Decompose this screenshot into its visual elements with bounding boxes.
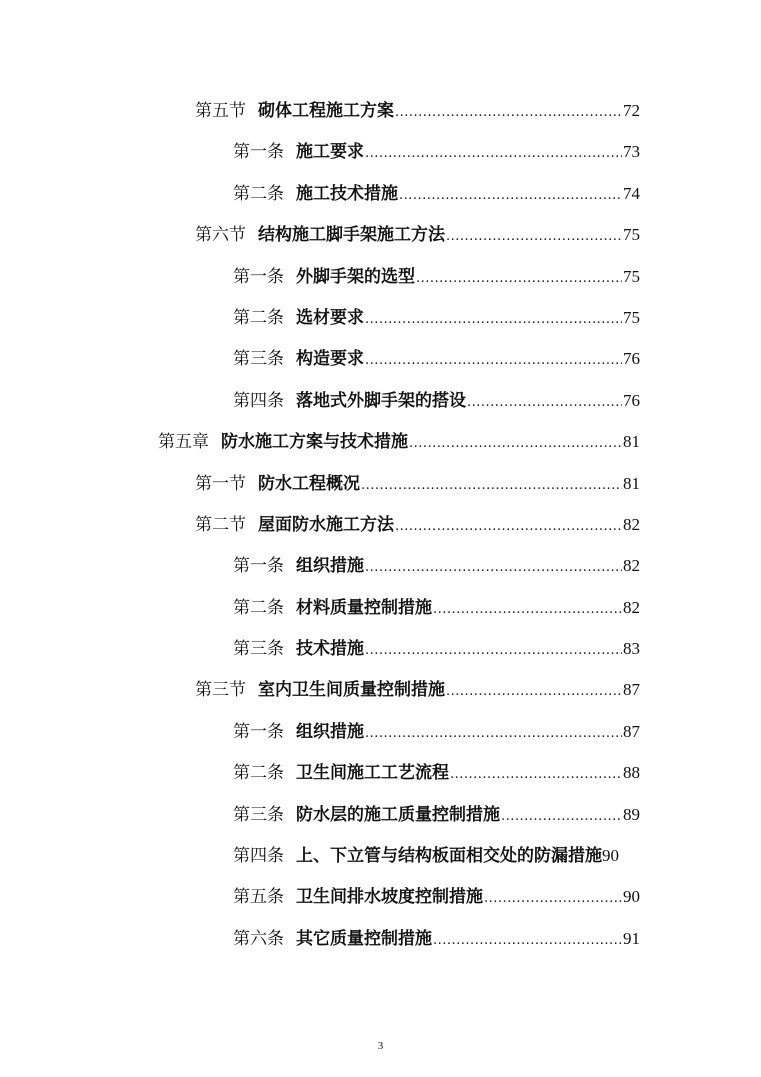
toc-entry-number: 第二条 [233,597,284,618]
toc-entry-number: 第一节 [195,473,246,494]
toc-entry-title: 其它质量控制措施 [296,928,432,949]
toc-entry[interactable] [0,711,761,752]
toc-entry[interactable] [0,338,761,379]
toc-entry-number: 第五章 [158,432,209,453]
toc-entry[interactable] [0,90,761,131]
toc-entry-number: 第三条 [233,639,284,660]
toc-entry-title: 施工技术措施 [296,183,398,204]
toc-entry-page: 90 [602,846,619,866]
toc-entry-page: 89 [623,804,640,824]
toc-entry-page: 76 [623,349,640,369]
toc-entry-page: 76 [623,390,640,410]
toc-entry-number: 第六条 [233,928,284,949]
toc-entry[interactable] [0,876,761,917]
toc-dot-leader [365,340,622,381]
toc-entry-title: 防水工程概况 [258,473,360,494]
toc-entry[interactable] [0,173,761,214]
toc-entry-title: 屋面防水施工方法 [258,514,394,535]
toc-entry[interactable] [0,669,761,710]
toc-entry-title: 结构施工脚手架施工方法 [258,225,445,246]
toc-entry-page: 87 [623,721,640,741]
toc-entry-title: 构造要求 [296,349,364,370]
toc-entry[interactable] [0,504,761,545]
toc-entry-number: 第二条 [233,763,284,784]
toc-dot-leader [433,589,622,630]
toc-dot-leader [446,671,622,712]
toc-entry[interactable] [0,628,761,669]
toc-dot-leader [365,630,622,671]
toc-entry-title: 组织措施 [296,721,364,742]
toc-entry-number: 第三节 [195,680,246,701]
toc-entry-page: 75 [623,307,640,327]
toc-entry-title: 卫生间排水坡度控制措施 [296,887,483,908]
toc-entry[interactable] [0,380,761,421]
toc-entry-title: 落地式外脚手架的搭设 [296,390,466,411]
toc-entry[interactable] [0,752,761,793]
toc-entry-title: 卫生间施工工艺流程 [296,763,449,784]
toc-dot-leader [365,713,622,754]
toc-entry-number: 第一条 [233,721,284,742]
toc-entry-page: 75 [623,266,640,286]
toc-entry-page: 72 [623,101,640,120]
toc-dot-leader [395,92,622,133]
toc-entry-page: 83 [623,639,640,659]
toc-entry-title: 技术措施 [296,639,364,660]
toc-entry-page: 90 [623,887,640,907]
toc-entry[interactable] [0,918,761,959]
toc-entry-number: 第一条 [233,142,284,163]
toc-entry-page: 73 [623,142,640,162]
toc-dot-leader [446,216,622,257]
toc-entry[interactable] [0,214,761,255]
toc-dot-leader [361,465,622,506]
toc-entry-page: 75 [623,225,640,245]
toc-entry-number: 第三条 [233,804,284,825]
toc-entry-number: 第四条 [233,390,284,411]
toc-entry-page: 74 [623,183,640,203]
toc-dot-leader [450,754,622,795]
toc-entry-title: 选材要求 [296,307,364,328]
toc-entry-number: 第一条 [233,266,284,287]
toc-entry-title: 防水层的施工质量控制措施 [296,804,500,825]
toc-entry-number: 第二条 [233,183,284,204]
toc-entry-title: 材料质量控制措施 [296,597,432,618]
toc-entry-page: 82 [623,597,640,617]
toc-entry[interactable] [0,587,761,628]
toc-dot-leader [365,299,622,340]
toc-entry[interactable] [0,463,761,504]
toc-entry[interactable] [0,131,761,172]
toc-entry-title: 砌体工程施工方案 [258,101,394,121]
toc-entry-number: 第一条 [233,556,284,577]
toc-entry-title: 防水施工方案与技术措施 [221,432,408,453]
toc-dot-leader [399,175,622,216]
toc-dot-leader [484,878,622,919]
toc-entry[interactable] [0,545,761,586]
toc-entry[interactable] [0,256,761,297]
toc-entry-number: 第二条 [233,307,284,328]
toc-entry-page: 87 [623,680,640,700]
toc-dot-leader [395,506,622,547]
toc-entry-number: 第五条 [233,887,284,908]
toc-entry[interactable] [0,794,761,835]
toc-entry-number: 第六节 [195,225,246,246]
toc-entry-page: 81 [623,473,640,493]
toc-dot-leader [433,920,622,961]
toc-entry-title: 施工要求 [296,142,364,163]
toc-entry-page: 82 [623,556,640,576]
toc-entry-number: 第五节 [195,101,246,121]
toc-dot-leader [365,547,622,588]
table-of-contents [0,90,761,959]
toc-entry-page: 82 [623,514,640,534]
page-number: 3 [377,1040,384,1052]
toc-entry[interactable] [0,835,761,876]
toc-dot-leader [501,796,622,837]
toc-entry-title: 组织措施 [296,556,364,577]
toc-entry[interactable] [0,421,761,462]
toc-entry-number: 第二节 [195,514,246,535]
toc-entry-title: 室内卫生间质量控制措施 [258,680,445,701]
toc-entry-title: 上、下立管与结构板面相交处的防漏措施 [296,846,602,867]
toc-entry-number: 第四条 [233,846,284,867]
toc-entry-title: 外脚手架的选型 [296,266,415,287]
toc-entry-page: 88 [623,763,640,783]
toc-entry-page: 91 [623,928,640,948]
toc-dot-leader [416,258,622,299]
toc-dot-leader [467,382,622,423]
toc-entry[interactable] [0,297,761,338]
toc-entry-page: 81 [623,432,640,452]
toc-entry-number: 第三条 [233,349,284,370]
toc-dot-leader [409,423,622,464]
toc-dot-leader [365,133,622,174]
